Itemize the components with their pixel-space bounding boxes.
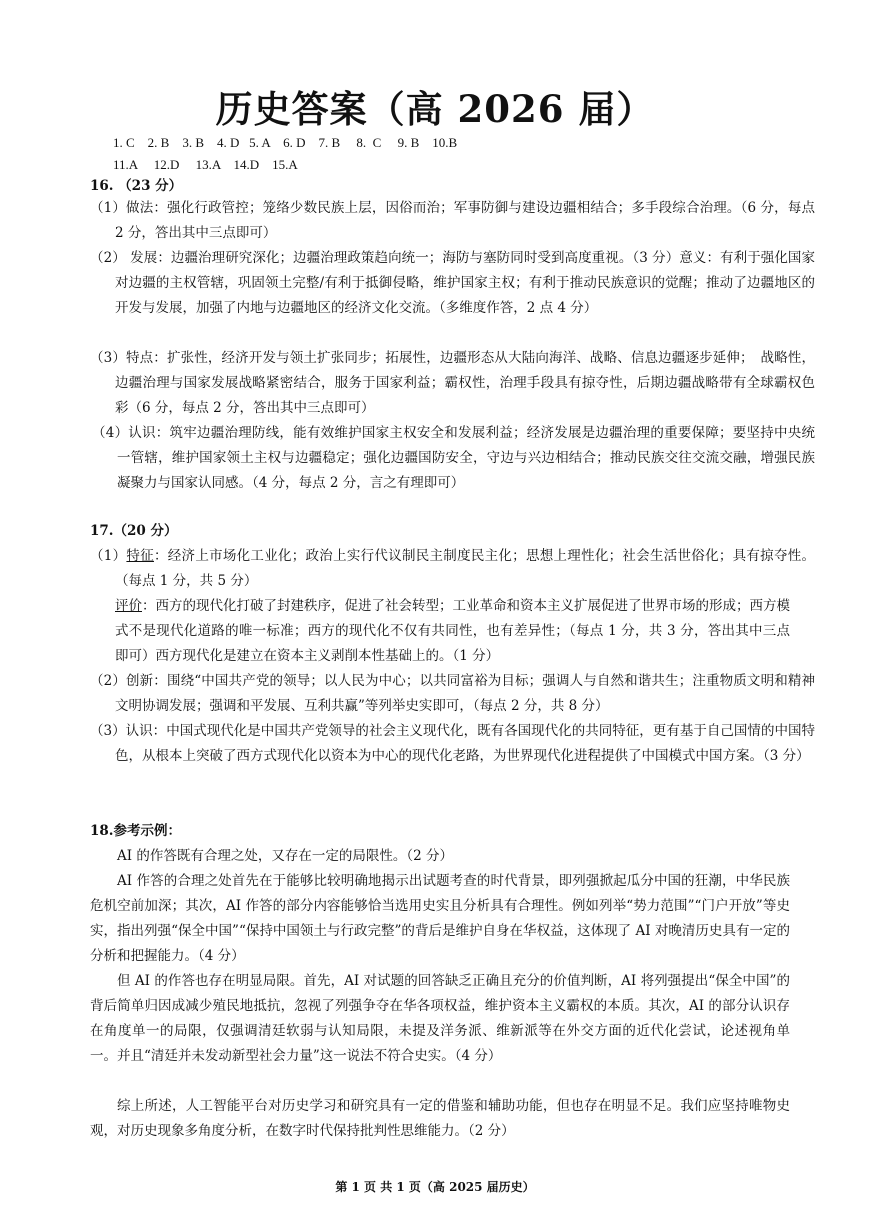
q17-evaluation-text: ：西方的现代化打破了封建秩序，促进了社会转型；工业革命和资本主义扩展促进了世界市场的形成；西方模式不是现代化道路的唯一标准；西方的现代化不仅有共同性，也有差异性；（每点 1 分，共 3 分，答出其中三点即可）西方现代化是建立在资本主义剥削本性基础上的。（1 分） bbox=[115, 598, 790, 664]
q16-part1: （1）做法：强化行政管控；笼络少数民族上层，因俗而治；军事防御与建设边疆相结合；多手段综合治理。（6 分，每点 2 分，答出其中三点即可） bbox=[90, 200, 815, 241]
q16-part2: （2） 发展：边疆治理研究深化；边疆治理政策趋向统一；海防与塞防同时受到高度重视。（3 分）意义：有利于强化国家对边疆的主权管辖，巩固领土完整/有利于抵御侵略，维护国家主权；有利于推动民族意识的觉醒；推动了边疆地区的开发与发展，加强了内地与边疆地区的经济文化交流。（多维度作答，2 点 4 分） bbox=[90, 250, 815, 316]
page-footer: 第 1 页 共 1 页（高 2025 届历史） bbox=[335, 1180, 535, 1194]
q17-heading: 17.（20 分） bbox=[90, 523, 178, 539]
mc-answers-row-2: 11.A 12.D 13.A 14.D 15.A bbox=[113, 157, 298, 172]
q16-part4: （4）认识：筑牢边疆治理防线，能有效维护国家主权安全和发展利益；经济发展是边疆治理的重要保障；要坚持中央统一管辖，维护国家领土主权与边疆稳定；强化边疆国防安全，守边与兴边相结合；推动民族交往交流交融，增强民族凝聚力与国家认同感。（4 分，每点 2 分，言之有理即可） bbox=[92, 425, 815, 491]
q18-para3: 但 AI 的作答也存在明显局限。首先，AI 对试题的回答缺乏正确且充分的价值判断，AI 将列强提出“保全中国”的背后简单归因成减少殖民地抵抗，忽视了列强争夺在华各项权益，维护资本主义霸权的本质。其次，AI 的部分认识存在角度单一的局限，仅强调清廷软弱与认知局限，未提及洋务派、维新派等在外交方面的近代化尝试，论述视角单一。并且“清廷并未发动新型社会力量”这一说法不符合史实。（4 分） bbox=[90, 973, 790, 1064]
q18-para4: 综上所述，人工智能平台对历史学习和研究具有一定的借鉴和辅助功能，但也存在明显不足。我们应坚持唯物史观，对历史现象多角度分析，在数字时代保持批判性思维能力。（2 分） bbox=[90, 1098, 790, 1139]
q16-part3: （3）特点：扩张性，经济开发与领土扩张同步；拓展性，边疆形态从大陆向海洋、战略、信息边疆逐步延伸； 战略性，边疆治理与国家发展战略紧密结合，服务于国家利益；霸权性，治理手段具有掠夺性，后期边疆战略带有全球霸权色彩（6 分，每点 2 分，答出其中三点即可） bbox=[90, 350, 815, 416]
q17-part1-prefix: （1） bbox=[90, 548, 127, 564]
q17-part3: （3）认识：中国式现代化是中国共产党领导的社会主义现代化，既有各国现代化的共同特征，更有基于自己国情的中国特色，从根本上突破了西方式现代化以资本为中心的现代化老路，为世界现代化进程提供了中国模式中国方案。（3 分） bbox=[90, 723, 815, 764]
q17-evaluation-label: 评价 bbox=[115, 598, 142, 614]
page-title: 历史答案（高 2026 届） bbox=[215, 87, 655, 131]
q17-features-label: 特征 bbox=[126, 548, 154, 564]
q18-heading: 18.参考示例： bbox=[90, 823, 181, 839]
q18-para2: AI 作答的合理之处首先在于能够比较明确地揭示出试题考查的时代背景，即列强掀起瓜分中国的狂潮，中华民族危机空前加深；其次，AI 作答的部分内容能够恰当选用史实且分析具有合理性。例如列举“势力范围”“门户开放”等史实，指出列强“保全中国”“保持中国领土与行政完整”的背后是维护自身在华权益，这体现了 AI 对晚清历史具有一定的分析和把握能力。（4 分） bbox=[90, 873, 790, 964]
q16-heading: 16. （23 分） bbox=[90, 178, 183, 194]
q17-part1-features bbox=[90, 544, 815, 594]
mc-answers-row-1: 1. C 2. B 3. B 4. D 5. A 6. D 7. B 8. C 9. B 10.B bbox=[113, 135, 458, 150]
q17-part1-evaluation bbox=[115, 594, 790, 669]
q18-para1: AI 的作答既有合理之处，又存在一定的局限性。（2 分） bbox=[117, 848, 454, 864]
q17-features-text: ：经济上市场化工业化；政治上实行代议制民主制度民主化；思想上理性化；社会生活世俗化；具有掠夺性。（每点 1 分，共 5 分） bbox=[115, 548, 816, 589]
q17-part2: （2）创新：围绕“中国共产党的领导；以人民为中心；以共同富裕为目标；强调人与自然和谐共生；注重物质文明和精神文明协调发展；强调和平发展、互利共赢”等列举史实即可，（每点 2 分，共 8 分） bbox=[90, 673, 815, 714]
